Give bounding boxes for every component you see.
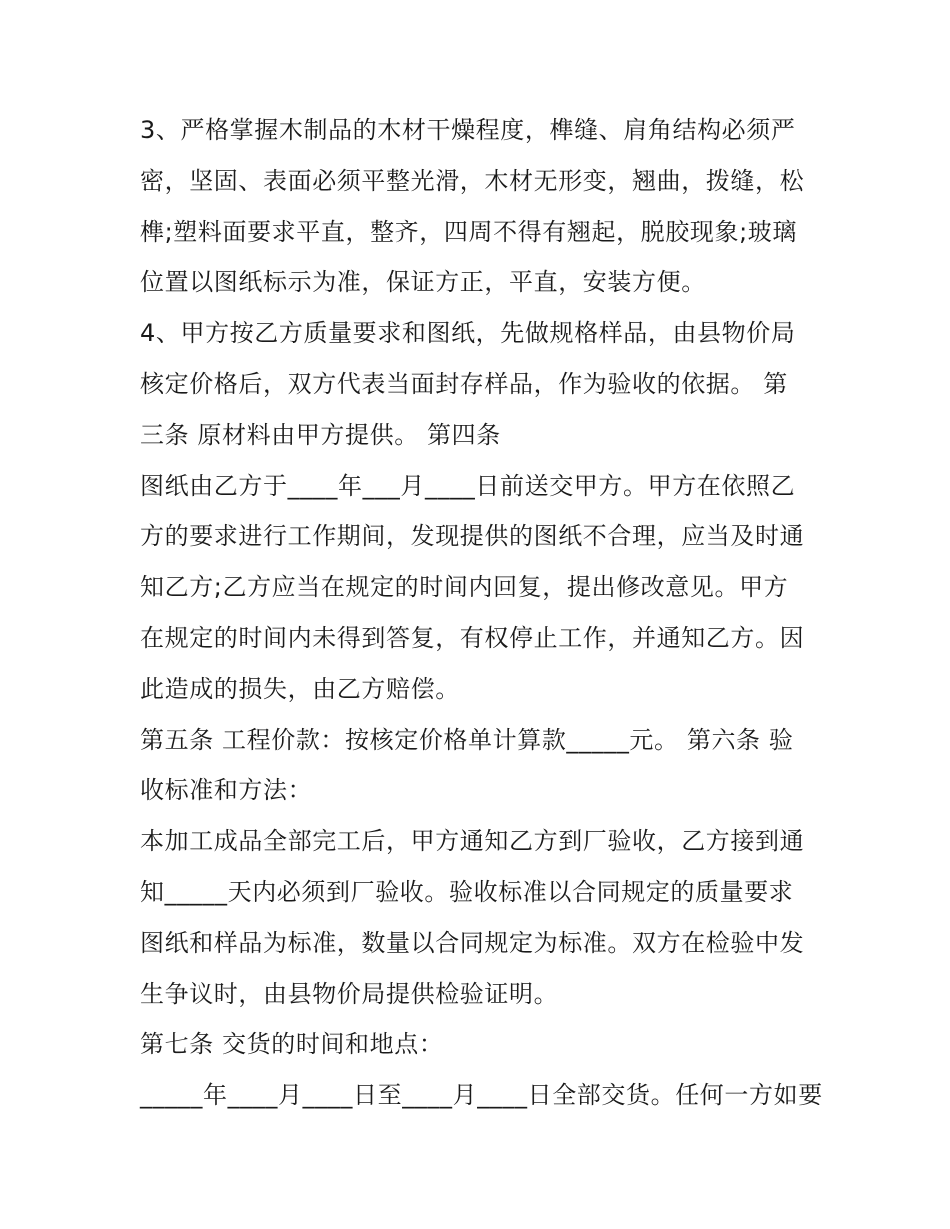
text-line-16: 知_____天内必须到厂验收。验收标准以合同规定的质量要求 <box>140 878 794 906</box>
text-line-12: 此造成的损失，由乙方赔偿。 <box>140 675 460 703</box>
text-line-14: 收标准和方法： <box>140 776 313 804</box>
text-line-11: 在规定的时间内未得到答复，有权停止工作，并通知乙方。因 <box>140 624 805 652</box>
text-line-17: 图纸和样品为标准，数量以合同规定为标准。双方在检验中发 <box>140 929 805 957</box>
text-line-13: 第五条 工程价款：按核定价格单计算款_____元。 第六条 验 <box>140 726 794 754</box>
text-line-19: 第七条 交货的时间和地点： <box>140 1030 444 1058</box>
text-line-10: 知乙方;乙方应当在规定的时间内回复，提出修改意见。甲方 <box>140 573 789 601</box>
text-line-6: 核定价格后，双方代表当面封存样品，作为验收的依据。 第 <box>140 370 788 398</box>
text-line-8: 图纸由乙方于____年___月____日前送交甲方。甲方在依照乙 <box>140 472 796 500</box>
text-line-5: 4、甲方按乙方质量要求和图纸，先做规格样品，由县物价局 <box>140 319 796 347</box>
text-line-18: 生争议时，由县物价局提供检验证明。 <box>140 980 559 1008</box>
text-line-3: 榫;塑料面要求平直，整齐，四周不得有翘起，脱胶现象;玻璃 <box>140 218 797 246</box>
text-line-1: 3、严格掌握木制品的木材干燥程度，榫缝、肩角结构必须严 <box>140 116 796 144</box>
text-line-9: 方的要求进行工作期间，发现提供的图纸不合理，应当及时通 <box>140 522 805 550</box>
text-line-4: 位置以图纸标示为准，保证方正，平直，安装方便。 <box>140 268 706 296</box>
text-line-20: _____年____月____日至____月____日全部交货。任何一方如要 <box>140 1081 823 1109</box>
text-line-2: 密，坚固、表面必须平整光滑，木材无形变，翘曲，拨缝，松 <box>140 167 805 195</box>
text-line-7: 三条 原材料由甲方提供。 第四条 <box>140 421 501 449</box>
text-line-15: 本加工成品全部完工后，甲方通知乙方到厂验收，乙方接到通 <box>140 827 805 855</box>
